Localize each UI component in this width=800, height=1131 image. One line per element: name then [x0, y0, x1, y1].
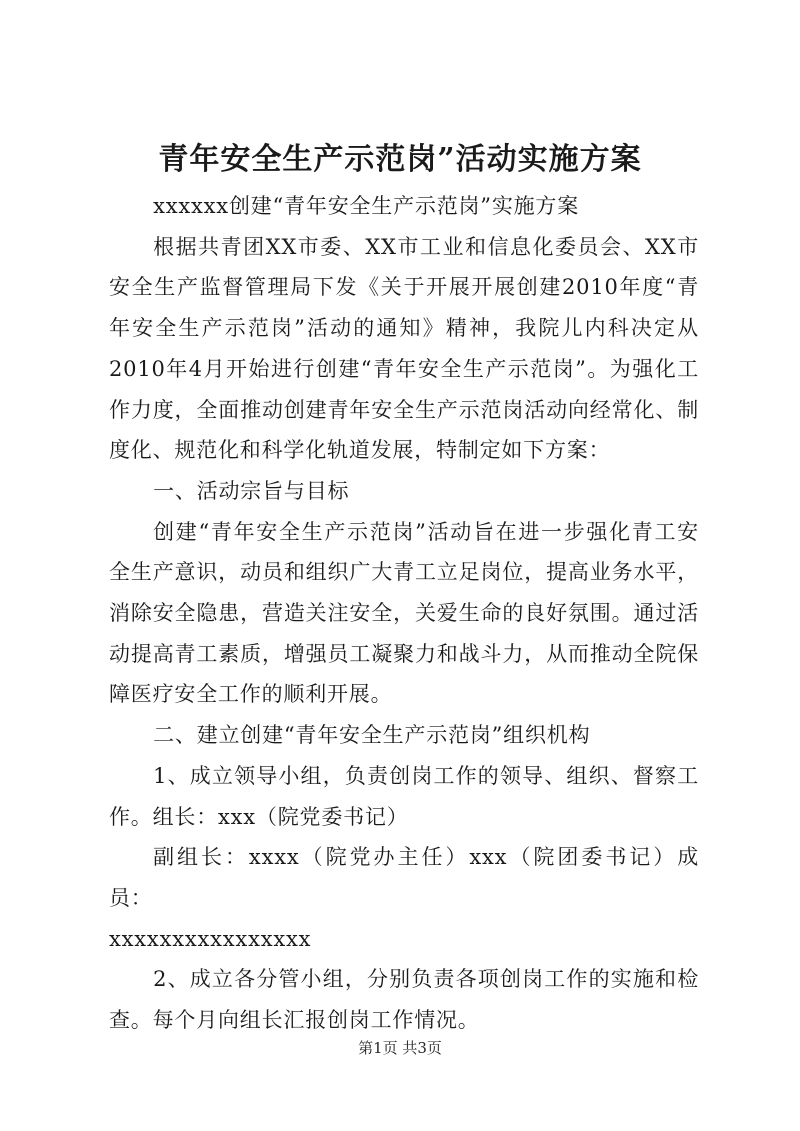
paragraph-deputy-leaders: 副组长：xxxx（院党办主任）xxx（院团委书记）成员：: [109, 845, 699, 910]
paragraph-subgroups: 2、成立各分管小组，分别负责各项创岗工作的实施和检查。每个月向组长汇报创岗工作情况。: [109, 967, 699, 1033]
paragraph-purpose: 创建“青年安全生产示范岗”活动旨在进一步强化青工安全生产意识，动员和组织广大青工立足岗位，提高业务水平，消除安全隐患，营造关注安全，关爱生命的良好氛围。通过活动提高青工素质，增强员工凝聚力和战斗力，从而推动全院保障医疗安全工作的顺利开展。: [109, 519, 699, 707]
paragraph-intro: 根据共青团XX市委、XX市工业和信息化委员会、XX市安全生产监督管理局下发《关于开展开展创建2010年度“青年安全生产示范岗”活动的通知》精神，我院儿内科决定从2010年4月开始进行创建“青年安全生产示范岗”。为强化工作力度，全面推动创建青年安全生产示范岗活动向经常化、制度化、规范化和科学化轨道发展，特制定如下方案：: [109, 234, 699, 463]
page-footer: 第1页 共3页: [358, 1039, 442, 1057]
document-title: 青年安全生产示范岗”活动实施方案: [158, 142, 642, 177]
paragraph-leadership-group: 1、成立领导小组，负责创岗工作的领导、组织、督察工作。组长：xxx（院党委书记）: [109, 763, 699, 829]
paragraph-subtitle: xxxxxx创建“青年安全生产示范岗”实施方案: [153, 194, 580, 218]
section-heading-1: 一、活动宗旨与目标: [153, 478, 350, 503]
section-heading-2: 二、建立创建“青年安全生产示范岗”组织机构: [153, 723, 591, 748]
paragraph-members: xxxxxxxxxxxxxxxx: [109, 926, 312, 951]
document-body: [109, 186, 699, 1041]
